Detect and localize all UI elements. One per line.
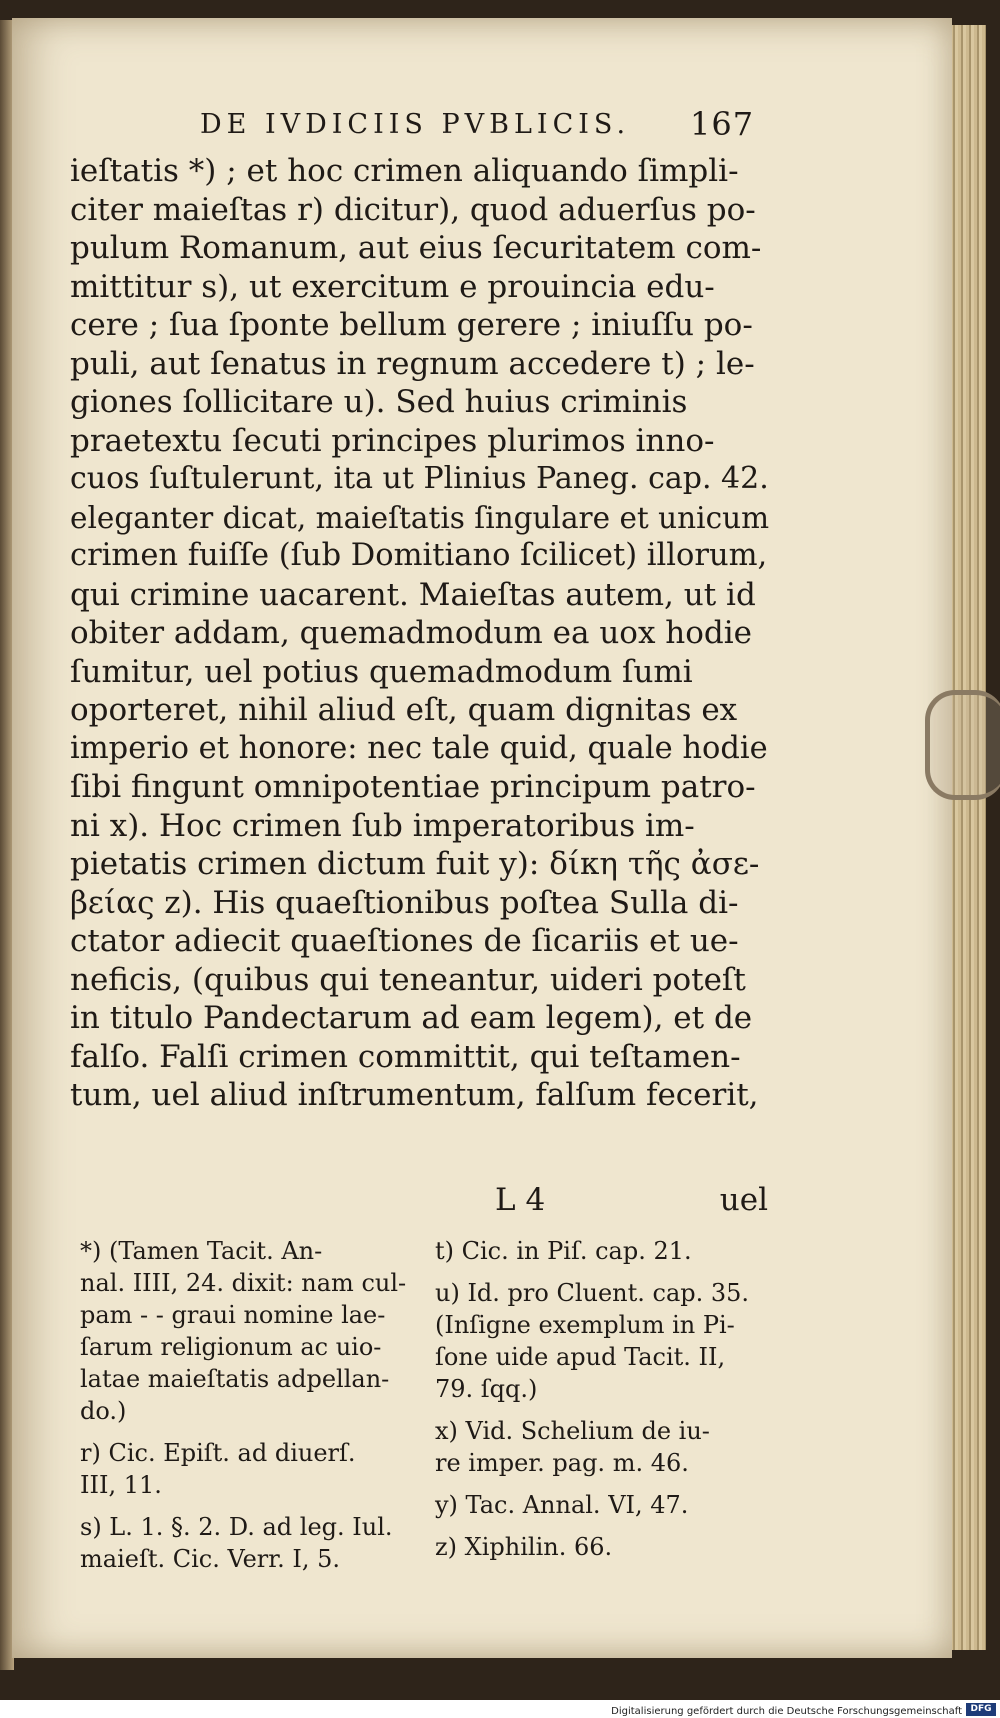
- footnote-line: nal. IIII, 24. dixit: nam cul-: [80, 1269, 407, 1297]
- text-line: pietatis crimen dictum fuit y): δίκη τῆς ἀσε-: [70, 846, 760, 882]
- running-header: [200, 105, 760, 145]
- footnote-line: s) L. 1. §. 2. D. ad leg. Iul.: [80, 1513, 393, 1541]
- footnote: [435, 1235, 775, 1267]
- text-line: cuos ſuſtulerunt, ita ut Plinius Paneg. cap. 42.: [70, 461, 769, 496]
- footnote-line: ſarum religionum ac uio-: [80, 1333, 382, 1361]
- footnote-line: r) Cic. Epiſt. ad diuerſ.: [80, 1439, 356, 1467]
- footnote: [80, 1511, 410, 1575]
- text-line: oporteret, nihil aliud eſt, quam dignitas ex: [70, 692, 738, 728]
- footnote-line: (Inſigne exemplum in Pi-: [435, 1311, 735, 1339]
- text-line: ſibi fingunt omnipotentiae principum patro-: [70, 769, 756, 805]
- text-line: ieſtatis *) ; et hoc crimen aliquando ſimpli-: [70, 153, 739, 189]
- footnote: [435, 1489, 775, 1521]
- text-line: praetextu ſecuti principes plurimos inno-: [70, 422, 715, 459]
- footnote-line: do.): [80, 1397, 127, 1425]
- footnote-line: pam - - graui nomine lae-: [80, 1301, 386, 1329]
- footnote-line: t) Cic. in Piſ. cap. 21.: [435, 1237, 692, 1265]
- credit-text: Digitalisierung gefördert durch die Deutsche Forschungsgemeinschaft: [611, 1706, 962, 1717]
- text-line: in titulo Pandectarum ad eam legem), et de: [70, 1000, 753, 1036]
- text-line: pulum Romanum, aut eius ſecuritatem com-: [70, 230, 762, 266]
- footnote: [80, 1235, 410, 1427]
- running-title: DE IVDICIIS PVBLICIS.: [200, 109, 631, 140]
- text-line: crimen fuiſſe (ſub Domitiano ſcilicet) illorum,: [70, 538, 768, 573]
- footnote: [80, 1437, 410, 1501]
- footnote-line: III, 11.: [80, 1471, 162, 1499]
- text-line: giones ſollicitare u). Sed huius criminis: [70, 384, 688, 420]
- text-line: obiter addam, quemadmodum ea uox hodie: [70, 615, 753, 651]
- credit-strip: [0, 1700, 1000, 1718]
- footnote-line: maieſt. Cic. Verr. I, 5.: [80, 1545, 341, 1573]
- text-line: imperio et honore: nec tale quid, quale hodie: [70, 730, 768, 766]
- signature-mark: L 4: [495, 1182, 546, 1218]
- text-line: puli, aut ſenatus in regnum accedere t) ; le-: [70, 345, 755, 382]
- footnote: [435, 1415, 775, 1479]
- text-line: falſo. Falſi crimen committit, qui teſtamen-: [70, 1038, 741, 1075]
- text-line: βείας z). His quaeſtionibus poſtea Sulla di-: [70, 884, 739, 921]
- footnote-line: ſone uide apud Tacit. II,: [435, 1343, 726, 1371]
- footnote-line: u) Id. pro Cluent. cap. 35.: [435, 1279, 750, 1307]
- text-line: neficis, (quibus qui teneantur, uideri poteſt: [70, 961, 746, 998]
- footnote-line: x) Vid. Schelium de iu-: [435, 1417, 710, 1445]
- footnote: [435, 1277, 775, 1405]
- text-line: ni x). Hoc crimen ſub imperatoribus im-: [70, 807, 695, 844]
- book-clasp: [925, 690, 1000, 800]
- footnotes-right-column: [435, 1235, 775, 1573]
- text-line: eleganter dicat, maieſtatis ſingulare et unicum: [70, 500, 770, 535]
- text-line: cere ; ſua ſponte bellum gerere ; iniuſſu po-: [70, 307, 753, 343]
- text-line: ſumitur, uel potius quemadmodum ſumi: [70, 653, 693, 690]
- main-text: [70, 152, 770, 1115]
- footnote-line: z) Xiphilin. 66.: [435, 1533, 613, 1561]
- page-edges: [950, 25, 986, 1650]
- dfg-logo: DFG: [966, 1703, 996, 1716]
- text-line: citer maieſtas r) dicitur), quod aduerſus po-: [70, 191, 756, 228]
- page-number: 167: [690, 105, 755, 143]
- footnote-line: latae maieſtatis adpellan-: [80, 1365, 390, 1393]
- footnotes-left-column: [80, 1235, 410, 1585]
- catchline: [70, 1182, 770, 1222]
- footnote-line: 79. ſqq.): [435, 1375, 538, 1403]
- footnote: [435, 1531, 775, 1563]
- catchword: uel: [719, 1182, 768, 1218]
- footnote-line: *) (Tamen Tacit. An-: [80, 1237, 323, 1265]
- text-line: ctator adiecit quaeſtiones de ſicariis et ue-: [70, 923, 739, 959]
- text-line: mittitur s), ut exercitum e prouincia edu-: [70, 268, 715, 305]
- text-line: qui crimine uacarent. Maieſtas autem, ut id: [70, 576, 756, 613]
- footnote-line: re imper. pag. m. 46.: [435, 1449, 689, 1477]
- footnote-line: y) Tac. Annal. VI, 47.: [435, 1491, 689, 1519]
- text-line: tum, uel aliud inſtrumentum, falſum fecerit,: [70, 1077, 759, 1113]
